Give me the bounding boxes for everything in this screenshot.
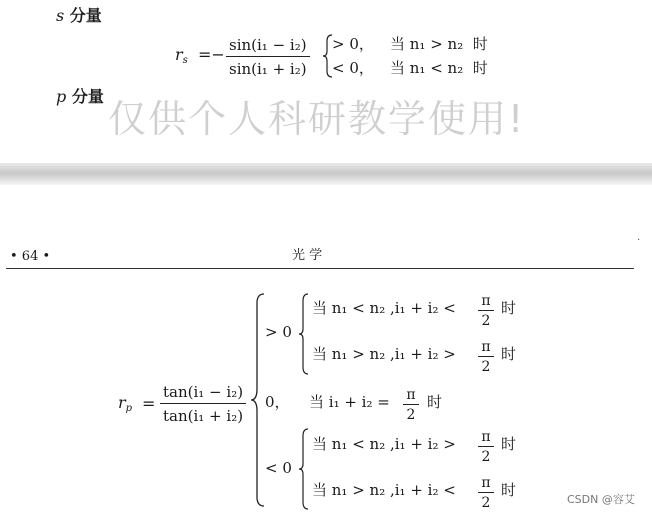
rp-letter: r (118, 393, 126, 412)
rp-condition-1: 当 n₁ < n₂ ,i₁ + i₂ < (312, 299, 456, 317)
rp-negative-value: < 0 (265, 459, 292, 477)
rp-equals: = (142, 394, 156, 413)
rs-numerator: sin(i₁ − i₂) (226, 36, 310, 57)
pi-numerator: π (478, 475, 494, 493)
watermark: 仅供个人科研教学使用! (108, 97, 526, 141)
rp-denominator: tan(i₁ + i₂) (163, 407, 244, 425)
rs-symbol (175, 45, 188, 66)
pi-over-2-4 (478, 429, 494, 465)
running-title: 光 学 (292, 248, 323, 263)
rp-outer-brace (250, 293, 266, 507)
pi-numerator: π (478, 339, 494, 357)
rs-case-positive-cond-text: 当 n₁ > n₂ (390, 35, 464, 53)
rp-zero-value: 0， (265, 393, 290, 411)
rp-condition-5: 当 n₁ > n₂ ,i₁ + i₂ < (312, 481, 456, 499)
two-denominator: 2 (481, 359, 491, 375)
rs-equals-minus: =− (198, 45, 225, 64)
rs-denominator: sin(i₁ + i₂) (229, 60, 307, 78)
rs-letter: r (175, 45, 183, 64)
s-heading-text: 分量 (64, 6, 102, 25)
rp-condition-2-tail: 时 (501, 345, 517, 363)
pi-over-2-1 (478, 293, 494, 329)
p-component-heading (56, 89, 104, 105)
rs-case-negative-tail: 时 (472, 59, 488, 77)
pi-numerator: π (478, 293, 494, 311)
rp-numerator: tan(i₁ − i₂) (160, 383, 246, 404)
rp-condition-3-tail: 时 (427, 393, 443, 411)
two-denominator: 2 (406, 407, 416, 423)
pi-over-2-5 (478, 475, 494, 511)
rs-case-positive-tail: 时 (472, 35, 488, 53)
pi-over-2-3 (403, 387, 419, 423)
top-page-fragment (0, 0, 652, 165)
rp-positive-value: > 0 (265, 323, 292, 341)
pi-numerator: π (403, 387, 419, 405)
rs-subscript: s (182, 55, 188, 66)
rp-condition-1-tail: 时 (501, 299, 517, 317)
rs-fraction (226, 36, 310, 78)
rp-condition-3: 当 i₁ + i₂ = (309, 393, 390, 411)
s-symbol: s (56, 6, 65, 25)
rs-case-positive: > 0， (332, 35, 374, 53)
rs-case-negative: < 0， (332, 59, 374, 77)
p-symbol: p (56, 87, 67, 106)
rp-fraction (160, 383, 246, 425)
rp-symbol (118, 393, 133, 414)
rs-case-negative-cond-text: 当 n₁ < n₂ (390, 59, 464, 77)
rp-condition-2: 当 n₁ > n₂ ,i₁ + i₂ > (312, 345, 456, 363)
rp-subscript: p (125, 403, 133, 414)
two-denominator: 2 (481, 313, 491, 329)
pi-over-2-2 (478, 339, 494, 375)
rp-condition-4-tail: 时 (501, 435, 517, 453)
two-denominator: 2 (481, 449, 491, 465)
page-number: • 64 • (10, 249, 51, 264)
rs-case-negative-condition (390, 61, 488, 76)
source-credit: CSDN @容艾 (567, 493, 635, 506)
pi-numerator: π (478, 429, 494, 447)
rp-condition-5-tail: 时 (501, 481, 517, 499)
two-denominator: 2 (481, 495, 491, 511)
rp-condition-4: 当 n₁ < n₂ ,i₁ + i₂ > (312, 435, 456, 453)
s-component-heading (56, 8, 102, 24)
rp-positive-brace (298, 293, 310, 375)
scan-dot: · (637, 235, 641, 246)
header-rule (6, 268, 634, 269)
p-heading-text: 分量 (66, 87, 104, 106)
page-gap-shadow (0, 163, 652, 185)
rp-negative-brace (298, 428, 310, 510)
rs-case-positive-condition (390, 37, 488, 52)
